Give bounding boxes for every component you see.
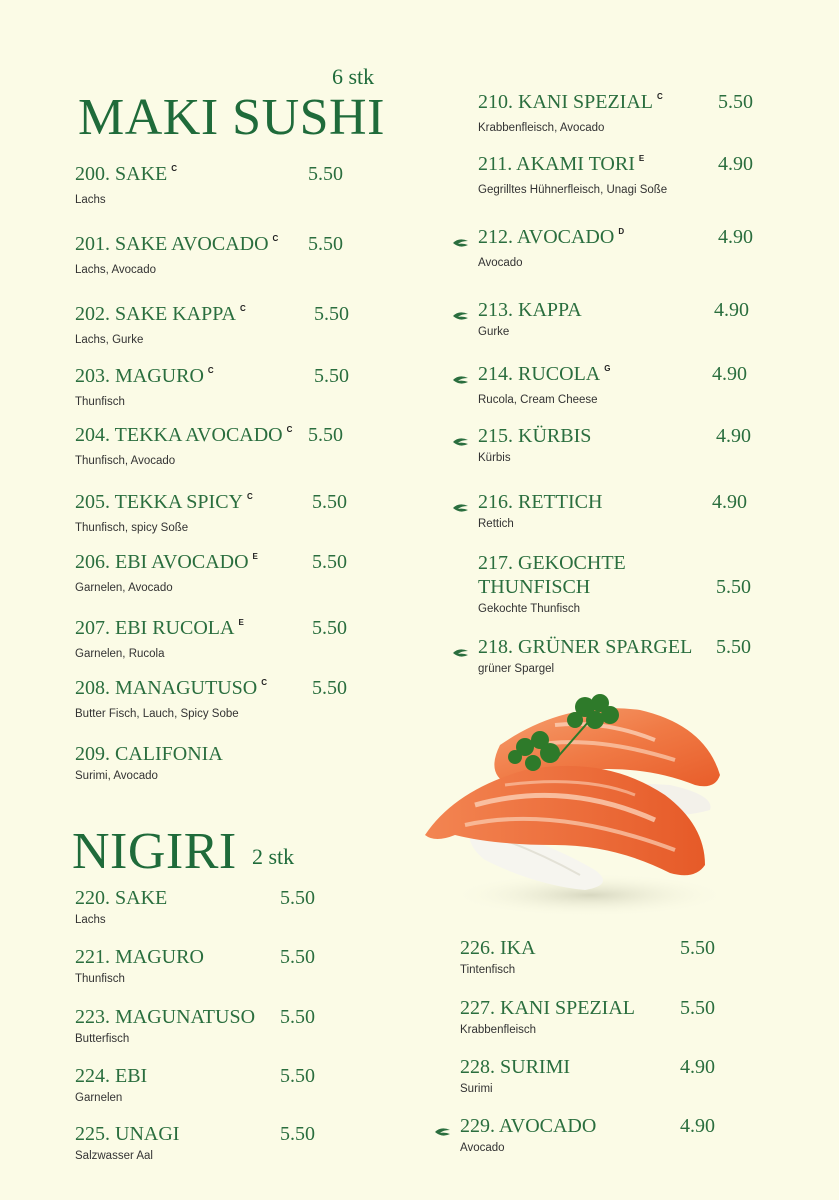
item-description: Thunfisch, Avocado [75, 455, 176, 467]
item-name [478, 551, 626, 575]
menu-item [75, 423, 292, 467]
item-description: Garnelen, Rucola [75, 648, 165, 660]
item-name [478, 298, 582, 322]
item-name [75, 232, 278, 260]
item-name [75, 886, 167, 910]
item-name-text: 216. RETTICH [478, 491, 603, 513]
menu-item [478, 424, 591, 464]
item-description: Gekochte Thunfisch [478, 603, 581, 615]
item-price: 5.50 [280, 1065, 315, 1087]
item-name-text: 200. SAKE [75, 163, 168, 185]
menu-item [460, 1114, 596, 1154]
vegetarian-leaf-icon [452, 643, 470, 653]
item-price: 5.50 [280, 1006, 315, 1028]
allergen-code: C [171, 164, 178, 173]
item-description: Gegrilltes Hühnerfleisch, Unagi Soße [478, 184, 668, 196]
item-name [478, 424, 591, 448]
item-name [478, 635, 692, 659]
item-price: 4.90 [680, 1115, 715, 1137]
item-price: 5.50 [280, 946, 315, 968]
item-description: Thunfisch [75, 973, 125, 985]
item-description: Tintenfisch [460, 964, 516, 976]
menu-item [460, 936, 536, 976]
item-price: 4.90 [712, 363, 747, 385]
item-price: 5.50 [280, 1123, 315, 1145]
item-price: 5.50 [314, 365, 349, 387]
item-price: 4.90 [716, 425, 751, 447]
menu-item [75, 616, 244, 660]
nigiri-title: NIGIRI [72, 823, 237, 880]
item-name-text: 211. AKAMI TORI [478, 153, 635, 175]
item-name [75, 945, 204, 969]
vegetarian-leaf-icon [452, 306, 470, 316]
menu-item [75, 676, 267, 720]
item-description: Surimi [460, 1083, 493, 1095]
item-price: 5.50 [312, 617, 347, 639]
item-name-text: 226. IKA [460, 937, 536, 959]
menu-item [75, 232, 278, 276]
item-description: Garnelen [75, 1092, 123, 1104]
vegetarian-leaf-icon [452, 370, 470, 380]
item-description: Krabbenfleisch [460, 1024, 537, 1036]
menu-item [75, 302, 246, 346]
item-name [75, 1064, 147, 1088]
item-name [460, 1114, 596, 1138]
vegetarian-leaf-icon [452, 432, 470, 442]
allergen-code: G [604, 364, 611, 373]
item-name-text: 206. EBI AVOCADO [75, 551, 249, 573]
item-description: Avocado [478, 257, 523, 269]
item-description: Lachs [75, 194, 106, 206]
allergen-code: D [618, 227, 625, 236]
item-name-line2: THUNFISCH [478, 576, 591, 598]
item-name [460, 936, 536, 960]
item-name [75, 550, 258, 578]
nigiri-count: 2 stk [252, 844, 295, 869]
item-name [75, 423, 292, 451]
item-name-text: 214. RUCOLA [478, 363, 601, 385]
item-name-text: 205. TEKKA SPICY [75, 491, 243, 513]
item-name-text: 217. GEKOCHTE [478, 552, 626, 574]
item-price: 5.50 [280, 887, 315, 909]
menu-item [478, 298, 582, 338]
allergen-code: C [247, 492, 253, 501]
menu-item [75, 364, 214, 408]
menu-item [75, 1005, 255, 1045]
menu-item [75, 945, 204, 985]
menu-item [478, 90, 663, 134]
item-price: 4.90 [718, 226, 753, 248]
item-name [75, 490, 253, 518]
item-price: 5.50 [308, 233, 343, 255]
item-price: 5.50 [312, 551, 347, 573]
item-description: Rucola, Cream Cheese [478, 394, 598, 406]
menu-item [75, 1122, 179, 1162]
item-description: Avocado [460, 1142, 505, 1154]
item-description: Surimi, Avocado [75, 770, 158, 782]
menu-item [75, 1064, 147, 1104]
item-description: Krabbenfleisch, Avocado [478, 122, 605, 134]
menu-item [478, 551, 626, 615]
item-name-text: 227. KANI SPEZIAL [460, 997, 635, 1019]
item-name [75, 742, 223, 766]
item-description: Kürbis [478, 452, 511, 464]
item-price: 5.50 [718, 91, 753, 113]
item-name-text: 210. KANI SPEZIAL [478, 91, 653, 113]
item-name [478, 90, 663, 118]
menu-item [75, 742, 223, 782]
item-name-text: 203. MAGURO [75, 365, 204, 387]
item-name [460, 1055, 570, 1079]
item-price: 5.50 [312, 491, 347, 513]
item-name-text: 201. SAKE AVOCADO [75, 233, 269, 255]
item-name [75, 1005, 255, 1029]
allergen-code: E [638, 154, 645, 163]
vegetarian-leaf-icon [452, 498, 470, 508]
item-price: 4.90 [712, 491, 747, 513]
item-name [478, 362, 610, 390]
item-name-text: 228. SURIMI [460, 1056, 571, 1078]
menu-item [75, 550, 258, 594]
item-name-text: 218. GRÜNER SPARGEL [478, 636, 693, 658]
item-name-text: 224. EBI [75, 1065, 148, 1087]
menu-item [478, 362, 610, 406]
item-name-text: 204. TEKKA AVOCADO [75, 424, 283, 446]
item-name-text: 213. KAPPA [478, 299, 582, 321]
menu-item [460, 1055, 570, 1095]
item-description: Lachs [75, 914, 106, 926]
item-name [75, 162, 177, 190]
item-price: 4.90 [680, 1056, 715, 1078]
item-price: 5.50 [716, 636, 751, 658]
item-name [75, 676, 267, 704]
allergen-code: C [272, 234, 279, 243]
item-price: 5.50 [314, 303, 349, 325]
menu-item [478, 225, 624, 269]
item-name [75, 364, 214, 392]
item-name-text: 223. MAGUNATUSO [75, 1006, 256, 1028]
allergen-code: E [252, 552, 258, 561]
menu-item [75, 886, 167, 926]
item-price: 4.90 [714, 299, 749, 321]
item-name-text: 208. MANAGUTUSO [75, 677, 258, 699]
item-description: grüner Spargel [478, 663, 555, 675]
item-description: Butter Fisch, Lauch, Spicy Sobe [75, 708, 239, 720]
item-name-text: 207. EBI RUCOLA [75, 617, 235, 639]
item-name-text: 215. KÜRBIS [478, 425, 592, 447]
item-price: 5.50 [716, 576, 751, 598]
item-name-text: 221. MAGURO [75, 946, 204, 968]
maki-count: 6 stk [332, 64, 375, 89]
vegetarian-leaf-icon [452, 233, 470, 243]
allergen-code: C [207, 366, 214, 375]
item-name-text: 209. CALIFONIA [75, 743, 223, 765]
allergen-code: E [238, 618, 244, 627]
item-name [75, 302, 246, 330]
menu-item [75, 162, 177, 206]
item-price: 4.90 [718, 153, 753, 175]
salmon-nigiri-image [415, 685, 735, 920]
item-description: Thunfisch, spicy Soße [75, 522, 189, 534]
item-description: Lachs, Avocado [75, 264, 156, 276]
item-price: 5.50 [312, 677, 347, 699]
item-name [478, 152, 667, 180]
item-description: Gurke [478, 326, 510, 338]
item-price: 5.50 [680, 937, 715, 959]
menu-item [478, 152, 667, 196]
menu-item [75, 490, 253, 534]
item-name-text: 212. AVOCADO [478, 226, 615, 248]
item-name [75, 1122, 179, 1146]
item-price: 5.50 [308, 163, 343, 185]
allergen-code: C [261, 678, 268, 687]
menu-item [478, 490, 602, 530]
allergen-code: C [657, 92, 663, 101]
maki-title: MAKI SUSHI [78, 89, 385, 146]
allergen-code: C [239, 304, 246, 313]
item-description: Rettich [478, 518, 514, 530]
item-description: Lachs, Gurke [75, 334, 144, 346]
item-name-text: 202. SAKE KAPPA [75, 303, 236, 325]
item-description: Garnelen, Avocado [75, 582, 173, 594]
item-description: Butterfisch [75, 1033, 130, 1045]
item-name [478, 225, 624, 253]
item-description: Salzwasser Aal [75, 1150, 153, 1162]
allergen-code: C [286, 425, 293, 434]
item-name-text: 225. UNAGI [75, 1123, 180, 1145]
item-description: Thunfisch [75, 396, 125, 408]
item-name [460, 996, 635, 1020]
item-name-text: 229. AVOCADO [460, 1115, 597, 1137]
item-name [478, 490, 602, 514]
item-price: 5.50 [308, 424, 343, 446]
item-price: 5.50 [680, 997, 715, 1019]
menu-item [478, 635, 692, 675]
item-name [75, 616, 244, 644]
item-name-text: 220. SAKE [75, 887, 168, 909]
vegetarian-leaf-icon [434, 1122, 452, 1132]
menu-item [460, 996, 635, 1036]
